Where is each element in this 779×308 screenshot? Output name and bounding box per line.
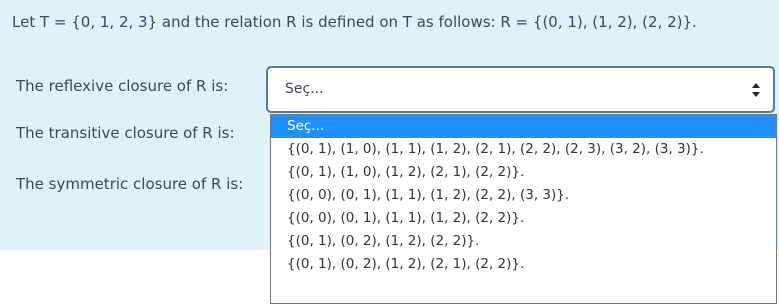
dropdown-option[interactable]: {(0, 1), (0, 2), (1, 2), (2, 2)}. <box>287 233 480 249</box>
dropdown-option[interactable]: Seç... <box>271 115 776 138</box>
dropdown-option[interactable]: {(0, 0), (0, 1), (1, 1), (1, 2), (2, 2)}. <box>287 210 525 226</box>
dropdown-option[interactable]: {(0, 1), (0, 2), (1, 2), (2, 1), (2, 2)}. <box>287 256 525 272</box>
up-down-caret-icon <box>751 80 761 100</box>
select-value: Seç... <box>285 81 324 97</box>
dropdown-option[interactable]: {(0, 1), (1, 0), (1, 2), (2, 1), (2, 2)}. <box>287 164 525 180</box>
dropdown-option[interactable]: {(0, 1), (1, 0), (1, 1), (1, 2), (2, 1), (2, 2), (2, 3), (3, 2), (3, 3)}. <box>287 141 704 157</box>
reflexive-closure-label: The reflexive closure of R is: <box>16 77 229 95</box>
reflexive-closure-select[interactable] <box>267 67 774 112</box>
select-dropdown-list <box>270 114 777 304</box>
dropdown-option[interactable]: {(0, 0), (0, 1), (1, 1), (1, 2), (2, 2), (3, 3)}. <box>287 187 570 203</box>
symmetric-closure-label: The symmetric closure of R is: <box>16 175 244 193</box>
transitive-closure-label: The transitive closure of R is: <box>16 124 235 142</box>
question-text: Let T = {0, 1, 2, 3} and the relation R is defined on T as follows: R = {(0, 1), (1, 2), (2, 2)}. <box>12 13 697 31</box>
